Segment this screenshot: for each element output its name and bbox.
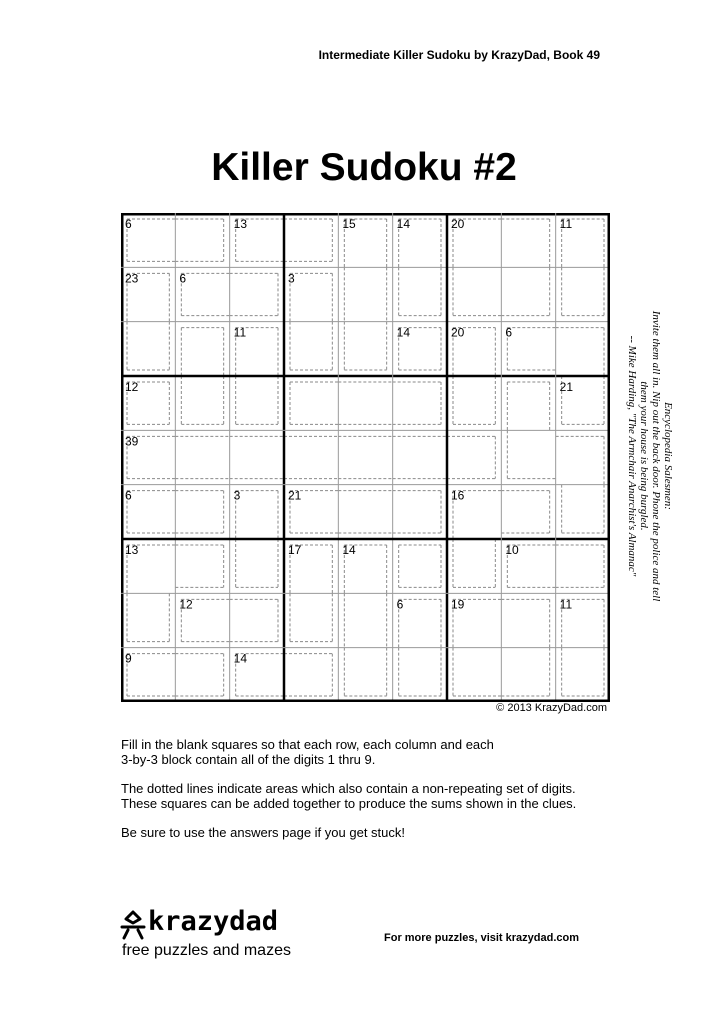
sudoku-grid — [121, 213, 610, 702]
puzzle-title: Killer Sudoku #2 — [211, 146, 517, 189]
cage-clue: 17 — [288, 543, 302, 557]
logo-tagline: free puzzles and mazes — [122, 942, 291, 959]
instruction-rules-line-2: 3-by-3 block contain all of the digits 1 thru 9. — [121, 752, 376, 767]
krazydad-logo[interactable] — [118, 906, 318, 968]
quote-line-3: them your house is being burgled. — [638, 381, 650, 531]
cage-clue: 9 — [125, 651, 132, 666]
cage-clue: 39 — [125, 434, 139, 449]
cage-clue: 6 — [125, 217, 132, 231]
cage-clue: 6 — [179, 271, 187, 286]
cage-clue: 6 — [505, 325, 513, 340]
cage-clue: 21 — [559, 380, 574, 394]
instruction-cages — [121, 781, 681, 811]
cage-clue: 6 — [125, 488, 132, 503]
cage-clue: 6 — [396, 597, 404, 612]
cage-clue: 21 — [288, 488, 302, 503]
cage-clue: 11 — [559, 217, 573, 231]
instructions — [121, 737, 681, 854]
instruction-cages-line-2: These squares can be added together to produce the sums shown in the clues. — [121, 796, 577, 811]
krazydad-face-icon — [120, 910, 146, 940]
quote-line-4: -- Mike Harding, "The Armchair Anarchist's Almanac" — [626, 335, 638, 577]
cage-clue: 10 — [505, 543, 519, 557]
cage-clue: 14 — [396, 217, 411, 231]
instruction-answers: Be sure to use the answers page if you get stuck! — [121, 825, 405, 840]
cage-clue: 13 — [125, 543, 139, 557]
logo-wordmark: krazydad — [148, 906, 279, 937]
cage-clues — [125, 217, 573, 666]
more-puzzles-link[interactable]: For more puzzles, visit krazydad.com — [384, 932, 580, 944]
cage-clue: 11 — [559, 597, 573, 612]
cage-clue: 11 — [233, 325, 247, 340]
quote-text — [626, 292, 674, 620]
cage-clue: 3 — [233, 488, 241, 503]
book-title-header: Intermediate Killer Sudoku by KrazyDad, Book 49 — [318, 48, 600, 62]
copyright-notice: © 2013 KrazyDad.com — [496, 702, 607, 714]
cage-clue: 13 — [233, 217, 248, 231]
cage-clue: 20 — [451, 217, 465, 231]
cage-clue: 14 — [342, 543, 356, 557]
quote-line-2: Invite them all in. Nip out the back door. Phone the police and tell — [650, 310, 662, 602]
quote-line-1: Encyclopedia Salesmen: — [662, 402, 674, 510]
grid-lines — [121, 213, 610, 702]
instruction-rules — [121, 737, 681, 767]
cage-clue: 23 — [125, 271, 139, 286]
cage-clue: 14 — [233, 651, 248, 666]
cage-clue: 20 — [451, 325, 465, 340]
grid-svg — [121, 213, 610, 702]
cage-clue: 16 — [451, 488, 465, 503]
cage-clue: 19 — [451, 597, 465, 612]
instruction-cages-line-1: The dotted lines indicate areas which also contain a non-repeating set of digits. — [121, 781, 576, 796]
cage-clue: 3 — [288, 271, 295, 286]
cage-outlines — [127, 219, 604, 696]
cage-clue: 12 — [179, 597, 193, 612]
cage-clue: 15 — [342, 217, 356, 231]
sidebar-quote — [626, 292, 674, 620]
cage-clue: 12 — [125, 380, 139, 394]
instruction-rules-line-1: Fill in the blank squares so that each row, each column and each — [121, 737, 494, 752]
cage-clue: 14 — [396, 325, 411, 340]
